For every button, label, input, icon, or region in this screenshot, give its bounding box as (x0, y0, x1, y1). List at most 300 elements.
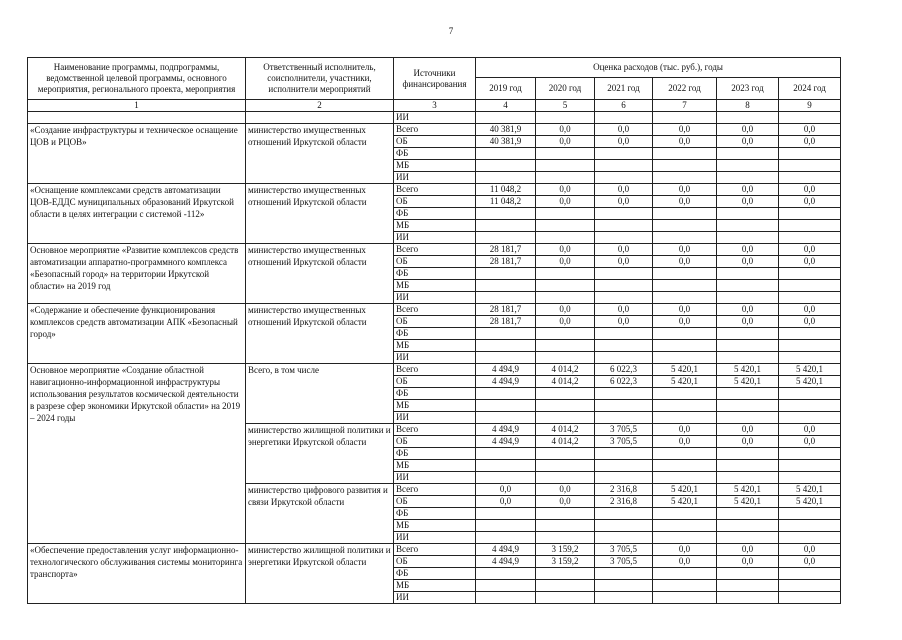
header-year: 2023 год (717, 78, 779, 100)
cell-value: 5 420,1 (717, 496, 779, 508)
cell-value: 28 181,7 (476, 304, 536, 316)
cell-value: 0,0 (536, 484, 595, 496)
header-year: 2019 год (476, 78, 536, 100)
cell-source: ФБ (394, 208, 476, 220)
cell-value (653, 112, 717, 124)
cell-value: 4 014,2 (536, 436, 595, 448)
activity-name: «Обеспечение предоставления услуг информационно-технологического обслуживания системы мониторинга транспорта» (28, 544, 246, 604)
cell-value: 3 159,2 (536, 556, 595, 568)
cell-value (653, 388, 717, 400)
cell-value: 4 494,9 (476, 424, 536, 436)
cell-value: 0,0 (717, 124, 779, 136)
cell-value (536, 172, 595, 184)
table-row (28, 184, 841, 196)
cell-value: 0,0 (653, 256, 717, 268)
executor-name: Всего, в том числе (246, 364, 394, 424)
cell-value: 4 014,2 (536, 364, 595, 376)
cell-value (476, 280, 536, 292)
cell-value: 0,0 (536, 316, 595, 328)
cell-value (476, 592, 536, 604)
cell-value (653, 220, 717, 232)
cell-value: 0,0 (536, 304, 595, 316)
cell-value (595, 148, 653, 160)
cell-value (653, 472, 717, 484)
cell-value (653, 400, 717, 412)
cell-value (536, 448, 595, 460)
cell-value (717, 268, 779, 280)
cell-value: 5 420,1 (779, 484, 841, 496)
cell-value (653, 520, 717, 532)
cell-value (717, 448, 779, 460)
cell-value (779, 232, 841, 244)
cell-value (595, 568, 653, 580)
cell-value (476, 580, 536, 592)
cell-value (476, 412, 536, 424)
header-year: 2022 год (653, 78, 717, 100)
cell-value (653, 160, 717, 172)
cell-value (536, 400, 595, 412)
cell-value (536, 160, 595, 172)
cell-value: 5 420,1 (779, 376, 841, 388)
cell-value (653, 172, 717, 184)
cell-value (653, 208, 717, 220)
cell-value: 0,0 (653, 136, 717, 148)
cell-source: ИИ (394, 532, 476, 544)
cell-value (595, 460, 653, 472)
cell-value: 3 705,5 (595, 544, 653, 556)
cell-value (779, 460, 841, 472)
cell-value (779, 532, 841, 544)
cell-value (595, 472, 653, 484)
cell-value: 0,0 (595, 136, 653, 148)
cell-source: ОБ (394, 376, 476, 388)
cell-value (536, 388, 595, 400)
activity-name: Основное мероприятие «Развитие комплексов средств автоматизации аппаратно-программного комплекса «Безопасный город» на территории Иркутской области» на 2019 год (28, 244, 246, 304)
cell-value: 0,0 (653, 316, 717, 328)
cell-value: 0,0 (653, 544, 717, 556)
budget-table (27, 57, 841, 604)
cell-value: 5 420,1 (653, 364, 717, 376)
cell-value: 0,0 (779, 124, 841, 136)
cell-value (653, 292, 717, 304)
cell-value (717, 220, 779, 232)
cell-value (779, 388, 841, 400)
cell-value: 4 494,9 (476, 544, 536, 556)
cell-value (717, 208, 779, 220)
cell-value (595, 112, 653, 124)
cell-value (653, 532, 717, 544)
cell-value (536, 148, 595, 160)
cell-value: 3 705,5 (595, 424, 653, 436)
cell-value (653, 280, 717, 292)
table-row (28, 364, 841, 376)
executor-name: министерство имущественных отношений Иркутской области (246, 184, 394, 244)
cell-value (476, 352, 536, 364)
cell-value (536, 208, 595, 220)
cell-value (476, 208, 536, 220)
cell-value (595, 532, 653, 544)
cell-source: ФБ (394, 388, 476, 400)
cell-value: 0,0 (779, 424, 841, 436)
cell-value: 0,0 (779, 256, 841, 268)
cell-value (595, 292, 653, 304)
table-row (28, 544, 841, 556)
header-year: 2020 год (536, 78, 595, 100)
cell-value: 3 705,5 (595, 556, 653, 568)
cell-value (476, 388, 536, 400)
column-index: 8 (717, 100, 779, 112)
executor-name: министерство жилищной политики и энергетики Иркутской области (246, 424, 394, 484)
cell-value (717, 352, 779, 364)
header-executor: Ответственный исполнитель, соисполнители, участники, исполнители мероприятий (246, 58, 394, 100)
cell-value (717, 388, 779, 400)
cell-source: ОБ (394, 496, 476, 508)
column-index: 6 (595, 100, 653, 112)
cell-value (717, 340, 779, 352)
cell-value: 5 420,1 (717, 376, 779, 388)
executor-name: министерство жилищной политики и энергетики Иркутской области (246, 544, 394, 604)
cell-value: 0,0 (653, 196, 717, 208)
cell-source: Всего (394, 484, 476, 496)
cell-value: 2 316,8 (595, 484, 653, 496)
cell-value (476, 400, 536, 412)
cell-source: ИИ (394, 412, 476, 424)
cell-value (595, 328, 653, 340)
cell-value (717, 280, 779, 292)
cell-value: 40 381,9 (476, 136, 536, 148)
cell-value (717, 592, 779, 604)
cell-value (717, 472, 779, 484)
cell-value: 0,0 (653, 244, 717, 256)
cell-source: МБ (394, 520, 476, 532)
cell-value: 0,0 (717, 256, 779, 268)
cell-value (653, 232, 717, 244)
cell-value (476, 268, 536, 280)
cell-value (779, 208, 841, 220)
cell-source: ОБ (394, 556, 476, 568)
cell-value (717, 160, 779, 172)
cell-value (717, 328, 779, 340)
column-index: 7 (653, 100, 717, 112)
cell-value: 0,0 (595, 184, 653, 196)
cell-empty (28, 112, 246, 124)
cell-value: 6 022,3 (595, 376, 653, 388)
cell-value (536, 112, 595, 124)
cell-source: ФБ (394, 328, 476, 340)
cell-source: ФБ (394, 508, 476, 520)
cell-source: МБ (394, 220, 476, 232)
cell-value (653, 508, 717, 520)
cell-source: МБ (394, 280, 476, 292)
cell-value: 0,0 (717, 136, 779, 148)
header-expenses: Оценка расходов (тыс. руб.), годы (476, 58, 841, 78)
cell-value (536, 412, 595, 424)
cell-value (595, 280, 653, 292)
cell-source: ИИ (394, 472, 476, 484)
cell-value (476, 568, 536, 580)
table-row (28, 112, 841, 124)
cell-value (476, 328, 536, 340)
header-year: 2024 год (779, 78, 841, 100)
cell-source: ИИ (394, 112, 476, 124)
cell-value (476, 148, 536, 160)
cell-value: 0,0 (717, 184, 779, 196)
cell-value (536, 580, 595, 592)
cell-source: ИИ (394, 292, 476, 304)
cell-value (476, 448, 536, 460)
header-name: Наименование программы, подпрограммы, ведомственной целевой программы, основного мероприятия, регионального проекта, мероприятия (28, 58, 246, 100)
cell-value: 0,0 (476, 484, 536, 496)
cell-value (476, 172, 536, 184)
cell-value: 0,0 (595, 304, 653, 316)
cell-value: 4 494,9 (476, 376, 536, 388)
cell-value (595, 508, 653, 520)
cell-value: 28 181,7 (476, 244, 536, 256)
cell-value (717, 580, 779, 592)
column-index: 2 (246, 100, 394, 112)
activity-name: «Создание инфраструктуры и техническое оснащение ЦОВ и РЦОВ» (28, 124, 246, 184)
cell-value (476, 220, 536, 232)
cell-value: 0,0 (536, 256, 595, 268)
activity-name: «Оснащение комплексами средств автоматизации ЦОВ-ЕДДС муниципальных образований Иркутской области в целях интеграции с системой -112» (28, 184, 246, 244)
cell-value: 0,0 (536, 136, 595, 148)
cell-value (779, 292, 841, 304)
cell-value (595, 388, 653, 400)
cell-source: ОБ (394, 256, 476, 268)
cell-value (476, 232, 536, 244)
cell-value: 0,0 (536, 244, 595, 256)
cell-value (536, 268, 595, 280)
cell-source: МБ (394, 460, 476, 472)
cell-value (476, 340, 536, 352)
cell-value: 0,0 (595, 244, 653, 256)
cell-value (717, 292, 779, 304)
cell-value (779, 580, 841, 592)
cell-value: 0,0 (779, 316, 841, 328)
cell-value: 0,0 (717, 196, 779, 208)
cell-value (717, 172, 779, 184)
cell-value: 4 494,9 (476, 436, 536, 448)
cell-value: 6 022,3 (595, 364, 653, 376)
cell-value (595, 208, 653, 220)
cell-value: 4 014,2 (536, 424, 595, 436)
cell-value (536, 340, 595, 352)
executor-name: министерство имущественных отношений Иркутской области (246, 244, 394, 304)
cell-value (476, 532, 536, 544)
table-row (28, 304, 841, 316)
cell-value: 0,0 (536, 196, 595, 208)
cell-value: 11 048,2 (476, 184, 536, 196)
cell-value: 0,0 (717, 316, 779, 328)
cell-value (779, 328, 841, 340)
cell-value (717, 148, 779, 160)
cell-value (779, 280, 841, 292)
cell-value: 0,0 (536, 184, 595, 196)
cell-value (779, 340, 841, 352)
cell-value: 0,0 (717, 304, 779, 316)
cell-value (595, 220, 653, 232)
cell-source: ИИ (394, 592, 476, 604)
cell-value (779, 112, 841, 124)
cell-value: 2 316,8 (595, 496, 653, 508)
cell-value (779, 352, 841, 364)
cell-source: Всего (394, 244, 476, 256)
cell-value (536, 532, 595, 544)
page-number: 7 (448, 26, 454, 36)
table-body (28, 112, 841, 604)
cell-value: 5 420,1 (653, 496, 717, 508)
cell-value: 0,0 (717, 544, 779, 556)
cell-value: 0,0 (653, 124, 717, 136)
cell-value: 5 420,1 (717, 364, 779, 376)
cell-value (536, 280, 595, 292)
cell-value (595, 232, 653, 244)
cell-value (779, 268, 841, 280)
cell-value: 0,0 (476, 496, 536, 508)
cell-value (779, 172, 841, 184)
cell-value: 0,0 (536, 496, 595, 508)
cell-value: 0,0 (653, 436, 717, 448)
cell-value (779, 220, 841, 232)
cell-value: 0,0 (653, 184, 717, 196)
cell-source: ИИ (394, 172, 476, 184)
cell-value (595, 340, 653, 352)
header-source: Источники финансирования (394, 58, 476, 100)
cell-value (536, 292, 595, 304)
cell-value (595, 160, 653, 172)
cell-empty (246, 112, 394, 124)
cell-value: 0,0 (779, 556, 841, 568)
cell-value (779, 472, 841, 484)
table-row (28, 124, 841, 136)
cell-value (653, 340, 717, 352)
cell-value (536, 232, 595, 244)
cell-value: 0,0 (595, 316, 653, 328)
cell-value (476, 112, 536, 124)
cell-value: 3 705,5 (595, 436, 653, 448)
cell-value: 0,0 (779, 136, 841, 148)
cell-value (595, 592, 653, 604)
cell-value (476, 292, 536, 304)
column-index: 5 (536, 100, 595, 112)
cell-value: 0,0 (779, 184, 841, 196)
cell-value (595, 172, 653, 184)
cell-value: 0,0 (595, 256, 653, 268)
cell-value: 5 420,1 (779, 496, 841, 508)
cell-value: 0,0 (653, 556, 717, 568)
cell-value: 0,0 (779, 436, 841, 448)
cell-value (595, 400, 653, 412)
cell-value (595, 412, 653, 424)
cell-value: 0,0 (595, 196, 653, 208)
cell-source: Всего (394, 124, 476, 136)
cell-value (779, 448, 841, 460)
cell-value: 0,0 (717, 556, 779, 568)
column-index: 9 (779, 100, 841, 112)
cell-value (476, 508, 536, 520)
cell-source: МБ (394, 580, 476, 592)
cell-value: 0,0 (536, 124, 595, 136)
cell-source: ФБ (394, 268, 476, 280)
cell-value (536, 328, 595, 340)
cell-value (536, 592, 595, 604)
cell-value: 0,0 (779, 544, 841, 556)
cell-source: МБ (394, 400, 476, 412)
cell-value (476, 160, 536, 172)
cell-value (717, 508, 779, 520)
cell-source: ИИ (394, 232, 476, 244)
cell-source: МБ (394, 340, 476, 352)
cell-value: 0,0 (779, 244, 841, 256)
cell-value (653, 412, 717, 424)
cell-value (476, 460, 536, 472)
cell-value (595, 352, 653, 364)
cell-value (779, 400, 841, 412)
header-year: 2021 год (595, 78, 653, 100)
column-index: 1 (28, 100, 246, 112)
cell-source: Всего (394, 184, 476, 196)
cell-value (779, 412, 841, 424)
cell-value: 5 420,1 (779, 364, 841, 376)
cell-value: 40 381,9 (476, 124, 536, 136)
cell-source: ФБ (394, 568, 476, 580)
cell-value: 5 420,1 (653, 376, 717, 388)
cell-value (536, 352, 595, 364)
cell-source: ИИ (394, 352, 476, 364)
cell-value: 28 181,7 (476, 316, 536, 328)
cell-value: 0,0 (717, 424, 779, 436)
cell-value (536, 520, 595, 532)
cell-source: ФБ (394, 448, 476, 460)
cell-value (779, 508, 841, 520)
cell-value (536, 508, 595, 520)
column-index: 3 (394, 100, 476, 112)
cell-source: ОБ (394, 196, 476, 208)
cell-value: 3 159,2 (536, 544, 595, 556)
cell-value (779, 592, 841, 604)
cell-value: 0,0 (717, 244, 779, 256)
cell-value (595, 580, 653, 592)
cell-source: Всего (394, 364, 476, 376)
cell-value (779, 160, 841, 172)
cell-value (779, 520, 841, 532)
cell-value: 0,0 (717, 436, 779, 448)
cell-value (653, 328, 717, 340)
cell-value: 0,0 (595, 124, 653, 136)
executor-name: министерство имущественных отношений Иркутской области (246, 124, 394, 184)
column-index: 4 (476, 100, 536, 112)
cell-value (653, 352, 717, 364)
cell-value (653, 460, 717, 472)
cell-value (717, 520, 779, 532)
cell-value: 28 181,7 (476, 256, 536, 268)
cell-value (717, 232, 779, 244)
cell-value (717, 460, 779, 472)
cell-value (717, 112, 779, 124)
cell-source: Всего (394, 304, 476, 316)
cell-value (476, 472, 536, 484)
cell-value (717, 400, 779, 412)
cell-value (653, 592, 717, 604)
cell-value (653, 268, 717, 280)
activity-name: Основное мероприятие «Создание областной навигационно-информационной инфраструктуры использования результатов космической деятельности в разрезе сфер экономики Иркутской области» на 2019 – 2024 годы (28, 364, 246, 544)
cell-source: ОБ (394, 436, 476, 448)
cell-source: ОБ (394, 316, 476, 328)
cell-source: Всего (394, 424, 476, 436)
cell-value (653, 568, 717, 580)
cell-value: 11 048,2 (476, 196, 536, 208)
cell-value: 4 494,9 (476, 364, 536, 376)
